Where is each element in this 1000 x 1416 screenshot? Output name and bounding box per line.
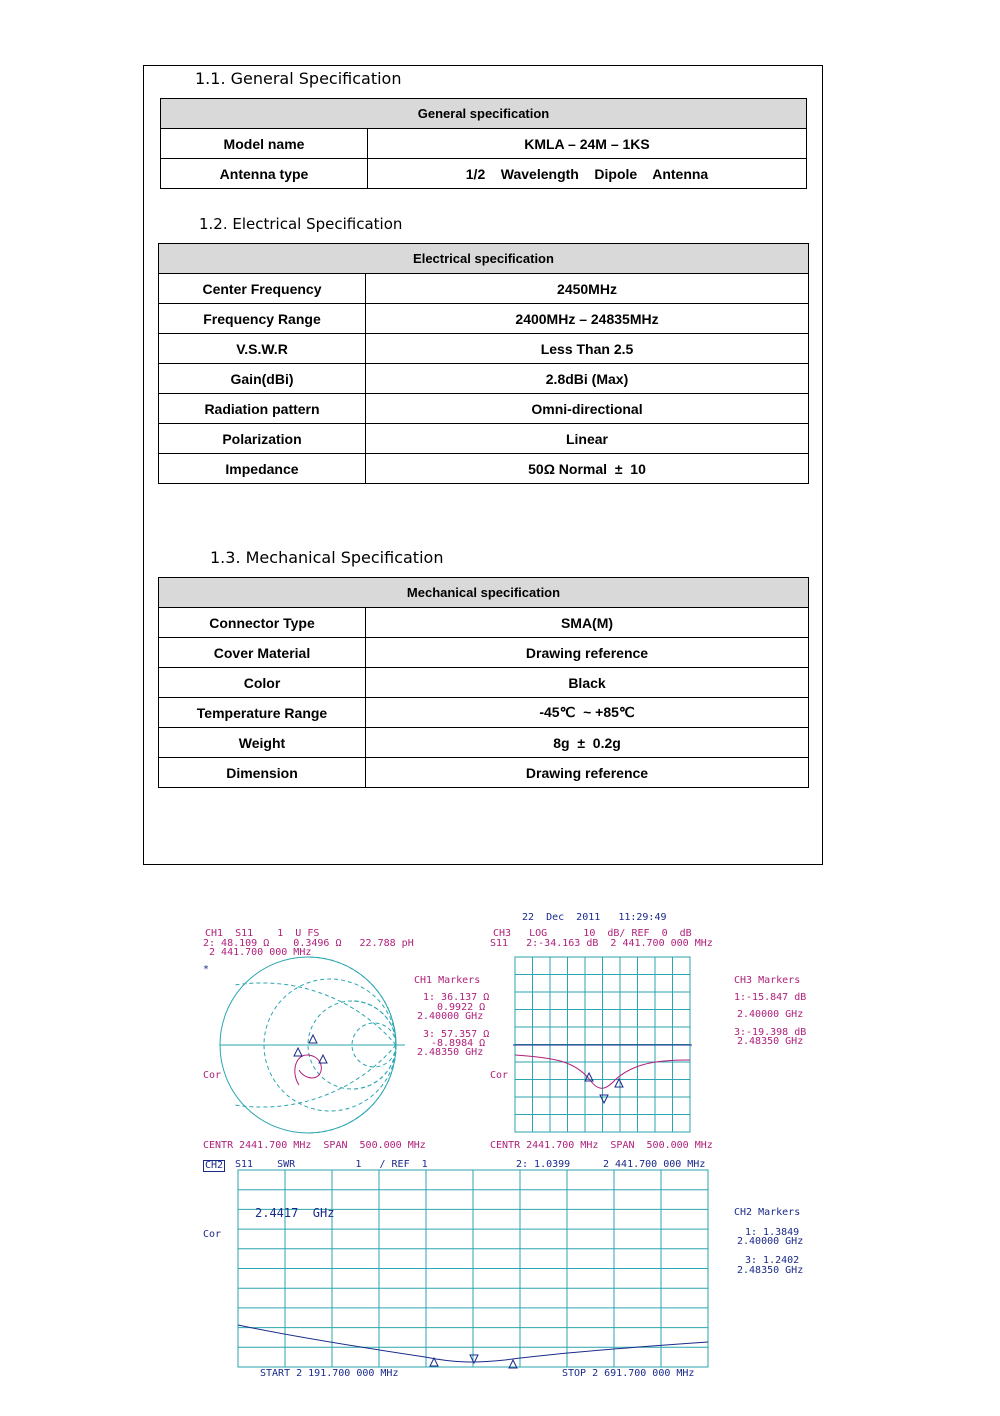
row-value: SMA(M) <box>366 608 809 638</box>
table-row <box>159 668 809 698</box>
table-row <box>159 454 809 484</box>
ch3-footer: CENTR 2441.700 MHz SPAN 500.000 MHz <box>490 1140 713 1151</box>
mechanical-spec-table <box>158 577 809 788</box>
ch2-marker: 3: 1.2402 <box>745 1255 800 1266</box>
row-label: Model name <box>161 129 368 159</box>
table-row <box>159 608 809 638</box>
ch2-marker-value: 2: 1.0399 <box>516 1159 571 1170</box>
row-label: Weight <box>159 728 366 758</box>
table-row <box>159 758 809 788</box>
table-row <box>159 424 809 454</box>
table-header: General specification <box>161 99 807 129</box>
smith-star: * <box>203 964 210 975</box>
row-value: -45℃ ~ +85℃ <box>366 698 809 728</box>
ch3-markers-title: CH3 Markers <box>734 975 801 986</box>
row-value: Black <box>366 668 809 698</box>
ch2-markers-title: CH2 Markers <box>734 1207 801 1218</box>
ch3-line2: S11 2:-34.163 dB 2 441.700 000 MHz <box>490 938 713 949</box>
row-label: Gain(dBi) <box>159 364 366 394</box>
vna-datetime: 22 Dec 2011 11:29:49 <box>522 912 667 923</box>
ch2-marker: 2.40000 GHz <box>737 1236 804 1247</box>
ch3-line1: CH3 LOG 10 dB/ REF 0 dB <box>493 928 692 939</box>
row-label: Temperature Range <box>159 698 366 728</box>
ch2-start: START 2 191.700 000 MHz <box>260 1368 399 1379</box>
mechanical-section-title: 1.3. Mechanical Specification <box>210 548 444 567</box>
table-row <box>159 364 809 394</box>
ch1-marker: 3: 57.357 Ω <box>423 1029 490 1040</box>
electrical-section-title: 1.2. Electrical Specification <box>199 215 403 233</box>
row-value: Linear <box>366 424 809 454</box>
ch1-line3: 2 441.700 000 MHz <box>203 947 312 958</box>
table-row <box>159 698 809 728</box>
smith-chart <box>220 957 405 1133</box>
row-label: Frequency Range <box>159 304 366 334</box>
ch2-grid <box>238 1170 708 1367</box>
ch3-marker: 3:-19.398 dB <box>734 1027 807 1038</box>
ch2-marker: 1: 1.3849 <box>745 1227 800 1238</box>
row-label: Radiation pattern <box>159 394 366 424</box>
row-value: KMLA – 24M – 1KS <box>368 129 807 159</box>
ch1-cor: Cor <box>203 1070 222 1081</box>
ch1-line2: 2: 48.109 Ω 0.3496 Ω 22.788 pH <box>203 938 414 949</box>
electrical-spec-table <box>158 243 809 484</box>
row-value: 50Ω Normal ± 10 <box>366 454 809 484</box>
network-analyzer-plot <box>195 905 815 1385</box>
row-label: Antenna type <box>161 159 368 189</box>
row-label: Connector Type <box>159 608 366 638</box>
table-row <box>159 638 809 668</box>
ch2-cor: Cor <box>203 1229 222 1240</box>
row-label: Center Frequency <box>159 274 366 304</box>
row-label: Cover Material <box>159 638 366 668</box>
ch2-frequency-readout: 2.4417 GHz <box>255 1206 335 1220</box>
row-label: Polarization <box>159 424 366 454</box>
row-value: 2400MHz – 24835MHz <box>366 304 809 334</box>
ch1-marker: 0.9922 Ω <box>437 1002 486 1013</box>
ch3-marker: 1:-15.847 dB <box>734 992 807 1003</box>
table-row <box>159 728 809 758</box>
ch1-marker: 1: 36.137 Ω <box>423 992 490 1003</box>
ch1-marker: 2.48350 GHz <box>417 1047 484 1058</box>
table-row <box>159 394 809 424</box>
row-value: 2.8dBi (Max) <box>366 364 809 394</box>
ch2-label: CH2 <box>205 1160 224 1171</box>
ch3-marker: 2.48350 GHz <box>737 1036 804 1047</box>
table-row <box>161 129 807 159</box>
ch1-marker: 2.40000 GHz <box>417 1011 484 1022</box>
ch2-marker: 2.48350 GHz <box>737 1265 804 1276</box>
ch1-line1: CH1 S11 1 U FS <box>205 928 320 939</box>
table-row <box>159 334 809 364</box>
table-header: Electrical specification <box>159 244 809 274</box>
general-section-title: 1.1. General Specification <box>195 69 402 88</box>
ch3-marker: 2.40000 GHz <box>737 1009 804 1020</box>
ch3-cor: Cor <box>490 1070 509 1081</box>
ch1-footer: CENTR 2441.700 MHz SPAN 500.000 MHz <box>203 1140 426 1151</box>
table-row <box>161 159 807 189</box>
ch1-markers-title: CH1 Markers <box>414 975 481 986</box>
row-value: Less Than 2.5 <box>366 334 809 364</box>
ch2-line1: S11 SWR 1 / REF 1 <box>235 1159 428 1170</box>
row-value: Omni-directional <box>366 394 809 424</box>
table-header: Mechanical specification <box>159 578 809 608</box>
row-value: Drawing reference <box>366 638 809 668</box>
general-spec-table <box>160 98 807 189</box>
row-value: 8g ± 0.2g <box>366 728 809 758</box>
row-label: Dimension <box>159 758 366 788</box>
table-row <box>159 304 809 334</box>
ch2-stop: STOP 2 691.700 000 MHz <box>562 1368 695 1379</box>
ch1-marker: -8.8984 Ω <box>431 1038 486 1049</box>
smith-trace <box>295 1055 322 1085</box>
row-label: V.S.W.R <box>159 334 366 364</box>
table-row <box>159 274 809 304</box>
row-value: 2450MHz <box>366 274 809 304</box>
row-label: Impedance <box>159 454 366 484</box>
row-label: Color <box>159 668 366 698</box>
row-value: Drawing reference <box>366 758 809 788</box>
row-value: 1/2 Wavelength Dipole Antenna <box>368 159 807 189</box>
ch2-marker-freq: 2 441.700 000 MHz <box>603 1159 706 1170</box>
